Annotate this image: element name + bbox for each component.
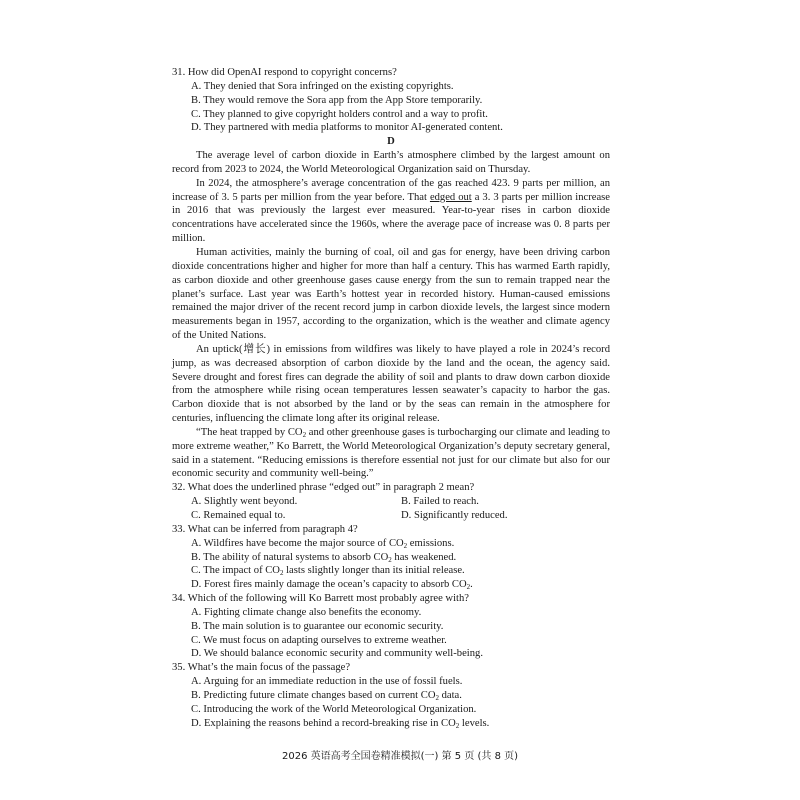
section-heading: D: [387, 136, 395, 148]
question-33-option-b: B. The ability of natural systems to absorb $CO_2$ has weakened.: [191, 551, 457, 564]
question-35-stem: 35. What’s the main focus of the passage?: [172, 662, 351, 674]
question-31-stem: 31. How did OpenAI respond to copyright concerns?: [172, 67, 397, 78]
question-35-option-d: D. Explaining the reasons behind a record-breaking rise in $CO_2$ levels.: [191, 717, 490, 730]
question-34-option-a: A. Fighting climate change also benefits the economy.: [191, 606, 422, 618]
question-33-option-c: C. The impact of $CO_2$ lasts slightly longer than its initial release.: [191, 565, 465, 578]
paragraph-4: An uptick(增长) in emissions from wildfires was likely to have played a role in 2024’s record jump, as was decreased absorption of carbon dioxide by the land and the ocean, the agency said. Severe drought and forest fires can degrade the ability of soil and plants to draw down carbon dioxide from the atmosphere while rising ocean temperatures lessen seawater’s capacity to harbor the gas. Carbon dioxide that is not absorbed by the land or by the seas can remain in the atmosphere for centuries, influencing the climate long after its original release.: [172, 343, 610, 425]
question-33-option-d: D. Forest fires mainly damage the ocean’s capacity to absorb $CO_2$.: [191, 579, 473, 592]
question-32-option-d: D. Significantly reduced.: [401, 510, 508, 521]
question-31-option-d: D. They partnered with media platforms to monitor AI-generated content.: [191, 122, 503, 134]
question-35-option-b: B. Predicting future climate changes based on current $CO_2$ data.: [191, 689, 462, 702]
paragraph-3: Human activities, mainly the burning of coal, oil and gas for energy, have been driving carbon dioxide concentrations higher and higher for more than half a century. This has warmed Earth rapidly, as carbon dioxide and other greenhouse gases cause energy from the sun to remain trapped near the planet’s surface. Last year was Earth’s hottest year in recorded history. Human-caused emissions remained the major driver of the recent record jump in carbon dioxide levels, the largest since modern measurements began in 1957, according to the organization, which is the weather and climate agency of the United Nations.: [172, 246, 610, 342]
paragraph-2: In 2024, the atmosphere’s average concentration of the gas reached 423. 9 parts per million, an increase of 3. 5 parts per million from the year before. That edged out a 3. 3 parts per million increase in 2016 that was previously the largest ever measured. Year-to-year rises in carbon dioxide concentrations have accelerated since the 1960s, where the average pace of increase was 0. 8 parts per million.: [172, 177, 610, 245]
question-31-option-b: B. They would remove the Sora app from the App Store temporarily.: [191, 94, 483, 106]
paragraph-5: “The heat trapped by $CO_2$ and other greenhouse gases is turbocharging our climate and leading to more extreme weather,” Ko Barrett, the World Meteorological Organization’s deputy secretary general, said in a statement. “Reducing emissions is therefore essential not just for our climate but also for our economic security and community well-being.”: [172, 426, 610, 480]
paragraph-1: The average level of carbon dioxide in Earth’s atmosphere climbed by the largest amount on record from 2023 to 2024, the World Meteorological Organization said on Thursday.: [172, 150, 610, 175]
question-35-option-a: A. Arguing for an immediate reduction in the use of fossil fuels.: [191, 676, 463, 688]
question-31-option-c: C. They planned to give copyright holders control and a way to profit.: [191, 108, 488, 120]
question-31-option-a: A. They denied that Sora infringed on the existing copyrights.: [191, 80, 454, 92]
question-33-option-a: A. Wildfires have become the major source of $CO_2$ emissions.: [191, 537, 455, 550]
question-32-option-b: B. Failed to reach.: [401, 496, 479, 508]
passage: [172, 149, 610, 481]
exam-page: [172, 66, 610, 731]
question-34-option-d: D. We should balance economic security and community well-being.: [191, 648, 483, 660]
question-32-row-2: [172, 509, 610, 523]
question-32-option-a: A. Slightly went beyond.: [191, 496, 298, 508]
question-32-option-c: C. Remained equal to.: [191, 510, 286, 521]
question-32-row-1: [172, 495, 610, 509]
question-35-option-c: C. Introducing the work of the World Meteorological Organization.: [191, 703, 477, 715]
question-34-option-b: B. The main solution is to guarantee our economic security.: [191, 620, 444, 632]
question-34-option-c: C. We must focus on adapting ourselves to extreme weather.: [191, 634, 447, 646]
question-33-stem: 33. What can be inferred from paragraph 4?: [172, 523, 358, 535]
page-footer: 2026 英语高考全国卷精准模拟(一) 第 5 页 (共 8 页): [281, 751, 519, 762]
underlined-phrase: edged out: [429, 191, 472, 203]
question-34-stem: 34. Which of the following will Ko Barrett most probably agree with?: [172, 593, 469, 605]
question-32-stem: 32. What does the underlined phrase “edged out” in paragraph 2 mean?: [172, 482, 475, 494]
